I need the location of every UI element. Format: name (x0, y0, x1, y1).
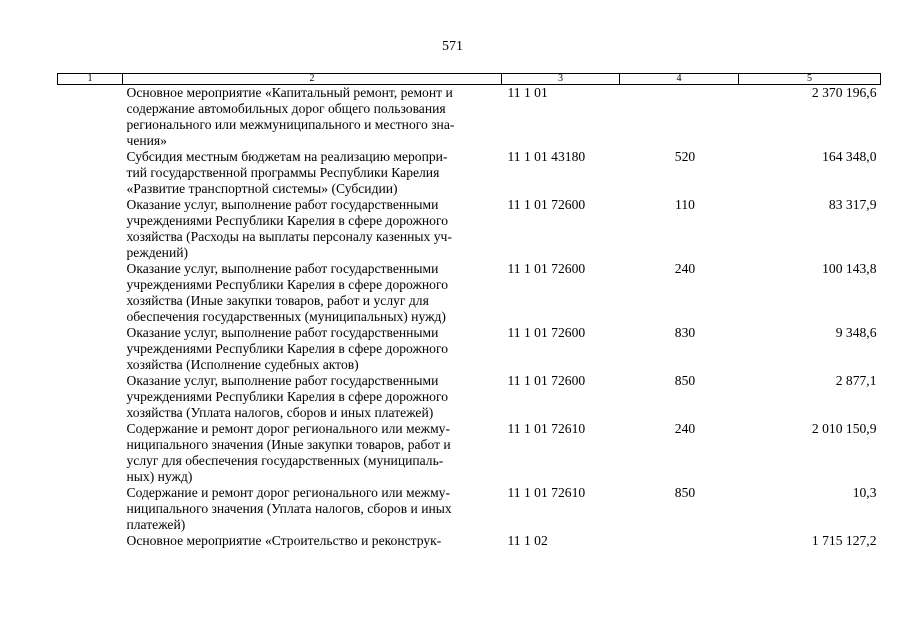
row-amount-cell: 100 143,8 (822, 261, 877, 276)
row-amount-cell: 9 348,6 (835, 325, 877, 340)
row-amount-cell: 1 715 127,2 (811, 533, 877, 548)
table-row (58, 261, 881, 325)
row-name-line: хозяйства (Иные закупки товаров, работ и услуг для (126, 293, 429, 308)
table-row (58, 485, 881, 533)
row-name-line: Субсидия местным бюджетам на реализацию меропри- (126, 149, 448, 164)
row-expense-type-cell: 110 (675, 197, 695, 212)
row-name-line: Основное мероприятие «Капитальный ремонт, ремонт и (126, 85, 453, 100)
column-number-3: 3 (502, 74, 620, 85)
row-code-cell: 11 1 01 (507, 85, 548, 100)
row-code-cell: 11 1 01 72600 (507, 197, 586, 212)
table-row (58, 325, 881, 373)
row-expense-type-cell: 240 (674, 421, 696, 436)
row-name-line: содержание автомобильных дорог общего пользования (126, 101, 446, 116)
row-name-line: реждений) (126, 245, 189, 260)
row-name-line: Содержание и ремонт дорог регионального или межму- (126, 485, 451, 500)
row-code-cell: 11 1 01 72600 (507, 373, 586, 388)
row-blank-cell (58, 373, 123, 421)
row-name-line: хозяйства (Расходы на выплаты персоналу казенных уч- (126, 229, 452, 244)
row-name-line: ниципального значения (Уплата налогов, сборов и иных (126, 501, 452, 516)
row-expense-type-cell (620, 533, 739, 549)
row-expense-type-cell: 830 (674, 325, 696, 340)
row-blank-cell (58, 485, 123, 533)
row-name-line: ниципального значения (Иные закупки товаров, работ и (126, 437, 451, 452)
budget-table (57, 73, 881, 549)
row-name-line: Оказание услуг, выполнение работ государственными (126, 325, 439, 340)
row-name-line: Содержание и ремонт дорог регионального или межму- (126, 421, 451, 436)
row-name-line: ных) нужд) (126, 469, 193, 484)
row-name-line: обеспечения государственных (муниципальных) нужд) (126, 309, 446, 324)
row-name-cell (123, 373, 502, 421)
row-blank-cell (58, 325, 123, 373)
row-code-cell: 11 1 01 43180 (507, 149, 586, 164)
row-name-cell (123, 197, 502, 261)
row-blank-cell (58, 197, 123, 261)
table-row (58, 421, 881, 485)
table-body (58, 85, 881, 550)
row-blank-cell (58, 149, 123, 197)
row-amount-cell: 83 317,9 (828, 197, 877, 212)
row-code-cell: 11 1 01 72600 (507, 325, 586, 340)
row-name-cell (123, 485, 502, 533)
column-number-5: 5 (739, 74, 881, 85)
page-number: 571 (442, 39, 463, 54)
row-amount-cell: 2 877,1 (835, 373, 877, 388)
row-name-cell (123, 325, 502, 373)
row-code-cell: 11 1 01 72600 (507, 261, 586, 276)
row-name-line: регионального или межмуниципального и местного зна- (126, 117, 455, 132)
row-name-cell (123, 149, 502, 197)
column-number-4: 4 (620, 74, 739, 85)
row-code-cell: 11 1 02 (507, 533, 548, 548)
table-row (58, 373, 881, 421)
row-name-line: учреждениями Республики Карелия в сфере дорожного (126, 213, 448, 228)
row-name-line: услуг для обеспечения государственных (муниципаль- (126, 453, 444, 468)
row-expense-type-cell: 520 (674, 149, 696, 164)
row-name-line: чения» (126, 133, 167, 148)
row-name-cell (123, 261, 502, 325)
row-name-line: учреждениями Республики Карелия в сфере дорожного (126, 389, 448, 404)
row-name-line: платежей) (126, 517, 186, 532)
row-expense-type-cell: 850 (674, 373, 696, 388)
row-name-line: тий государственной программы Республики Карелия (126, 165, 440, 180)
table-row (58, 533, 881, 549)
row-code-cell: 11 1 01 72610 (507, 485, 586, 500)
row-blank-cell (58, 261, 123, 325)
row-name-line: учреждениями Республики Карелия в сфере дорожного (126, 277, 448, 292)
column-number-2: 2 (123, 74, 502, 85)
row-name-line: хозяйства (Исполнение судебных актов) (126, 357, 359, 372)
row-amount-cell: 2 010 150,9 (811, 421, 877, 436)
column-number-row (58, 74, 881, 85)
row-name-line: Оказание услуг, выполнение работ государственными (126, 373, 439, 388)
row-name-line: Оказание услуг, выполнение работ государственными (126, 197, 439, 212)
row-name-line: Основное мероприятие «Строительство и реконструк- (126, 533, 442, 548)
row-amount-cell: 10,3 (852, 485, 877, 500)
row-name-line: «Развитие транспортной системы» (Субсидии) (126, 181, 398, 196)
table-row (58, 149, 881, 197)
row-name-line: учреждениями Республики Карелия в сфере дорожного (126, 341, 448, 356)
row-amount-cell: 2 370 196,6 (811, 85, 877, 100)
table-row (58, 197, 881, 261)
row-code-cell: 11 1 01 72610 (507, 421, 586, 436)
row-name-line: хозяйства (Уплата налогов, сборов и иных платежей) (126, 405, 434, 420)
row-expense-type-cell (620, 85, 739, 150)
row-blank-cell (58, 533, 123, 549)
column-number-1: 1 (58, 74, 123, 85)
row-expense-type-cell: 240 (674, 261, 696, 276)
row-blank-cell (58, 421, 123, 485)
row-expense-type-cell: 850 (674, 485, 696, 500)
row-name-cell (123, 85, 502, 150)
row-name-cell (123, 533, 502, 549)
row-name-line: Оказание услуг, выполнение работ государственными (126, 261, 439, 276)
row-amount-cell: 164 348,0 (822, 149, 877, 164)
row-name-cell (123, 421, 502, 485)
row-blank-cell (58, 85, 123, 150)
table-row (58, 85, 881, 150)
